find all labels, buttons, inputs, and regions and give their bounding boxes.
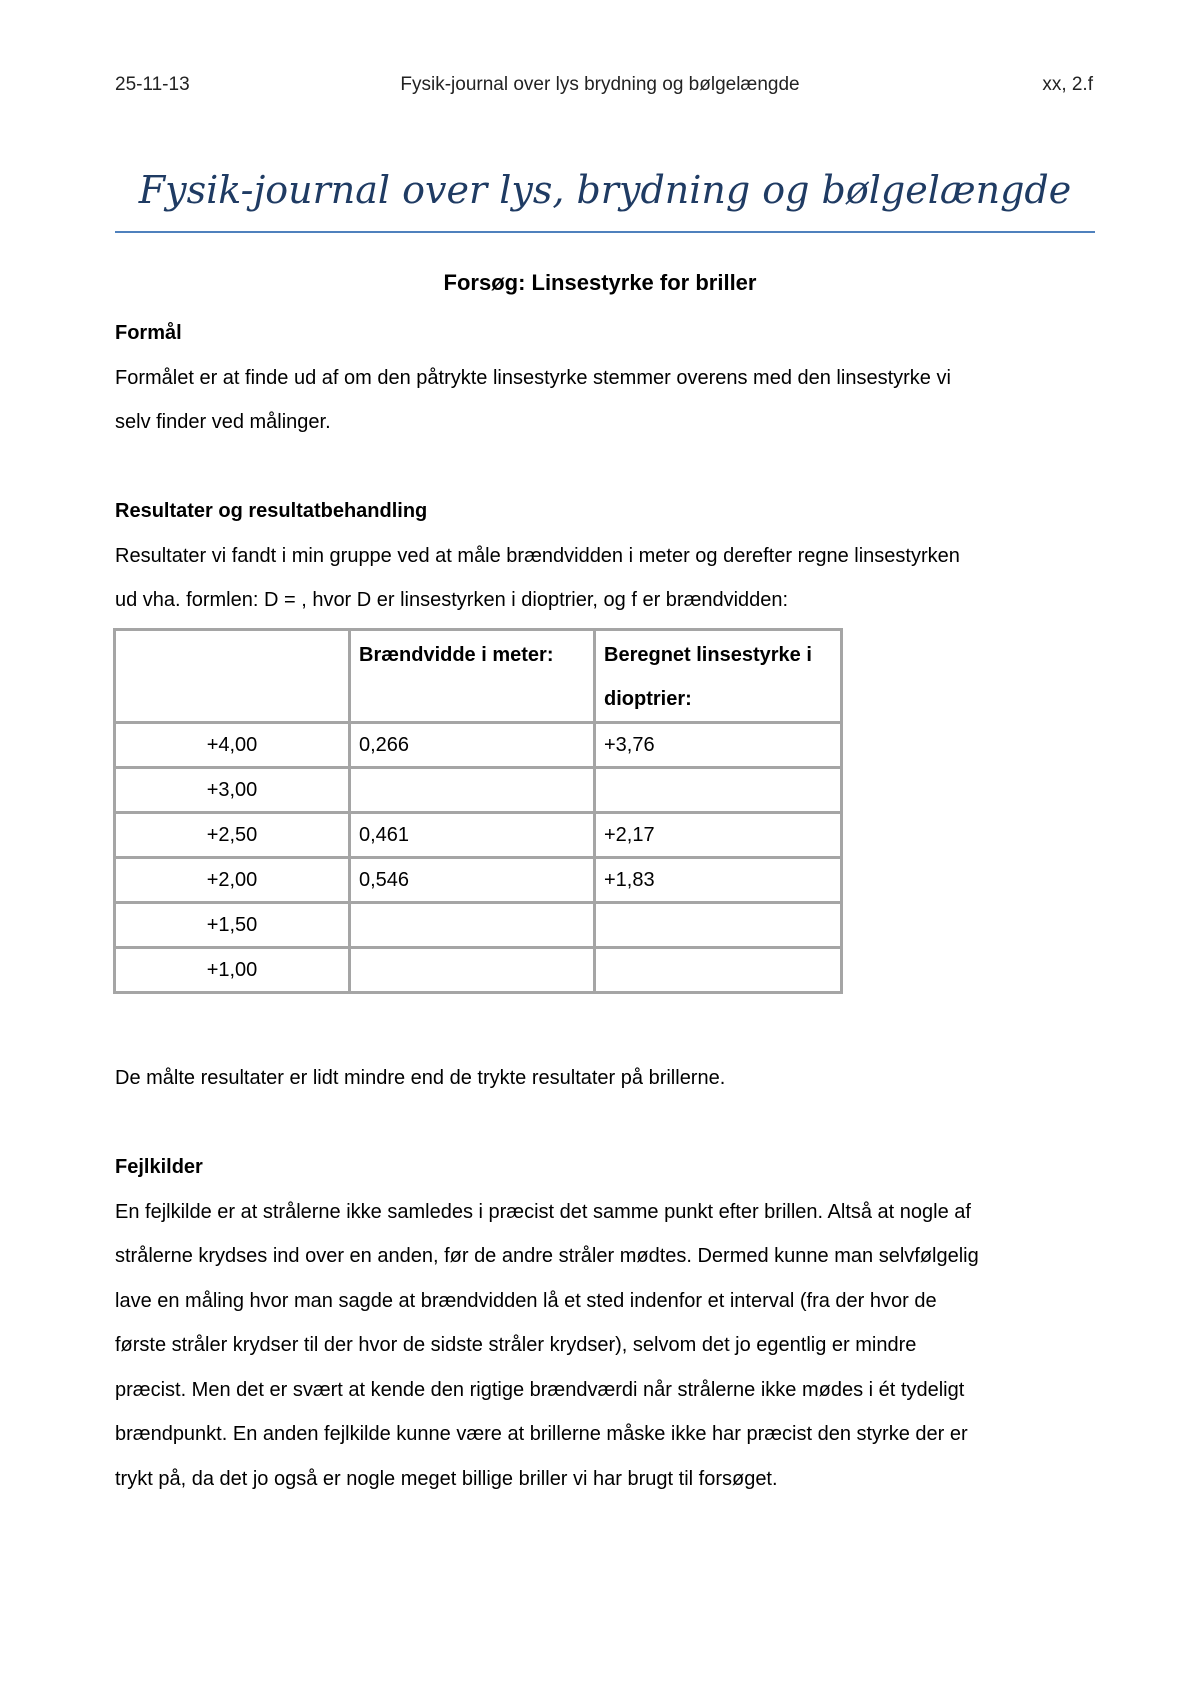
results-table <box>113 628 843 994</box>
table-header-text: Beregnet linsestyrke i <box>604 644 812 666</box>
purpose-text-line: selv finder ved målinger. <box>115 411 331 433</box>
table-row <box>115 768 842 813</box>
header-date: 25-11-13 <box>115 74 190 95</box>
printed-strength-cell: +1,00 <box>115 948 350 993</box>
purpose-text-line: Formålet er at finde ud af om den påtrykte linsestyrke stemmer overens med den linsestyrke vi <box>115 366 951 389</box>
table-header-cell <box>595 630 842 723</box>
purpose-heading: Formål <box>115 322 182 344</box>
computed-strength-cell <box>595 768 842 813</box>
table-header-cell <box>115 630 350 723</box>
table-row <box>115 723 842 768</box>
focal-length-cell <box>350 768 595 813</box>
printed-strength-cell: +1,50 <box>115 903 350 948</box>
printed-strength-cell: +4,00 <box>115 723 350 768</box>
conclusion-text: De målte resultater er lidt mindre end de trykte resultater på brillerne. <box>115 1067 726 1089</box>
table-row <box>115 903 842 948</box>
table-header-text: dioptrier: <box>604 688 692 710</box>
purpose-section <box>115 311 1095 445</box>
focal-length-cell: 0,461 <box>350 813 595 858</box>
focal-length-cell: 0,266 <box>350 723 595 768</box>
computed-strength-cell: +1,83 <box>595 858 842 903</box>
table-header-row <box>115 630 842 723</box>
errors-text-line: brændpunkt. En anden fejlkilde kunne være at brillerne måske ikke har præcist den styrke der er <box>115 1423 968 1445</box>
errors-text-line: trykt på, da det jo også er nogle meget billige briller vi har brugt til forsøget. <box>115 1467 778 1490</box>
errors-text-line: første stråler krydser til der hvor de sidste stråler krydser), selvom det jo egentlig er mindre <box>115 1334 917 1356</box>
errors-text-line: strålerne krydses ind over en anden, før de andre stråler mødtes. Dermed kunne man selvfølgelig <box>115 1245 979 1267</box>
table-row <box>115 858 842 903</box>
printed-strength-cell: +2,00 <box>115 858 350 903</box>
focal-length-cell: 0,546 <box>350 858 595 903</box>
errors-text-line: lave en måling hvor man sagde at brændvidden lå et sted indenfor et interval (fra der hvor de <box>115 1289 937 1312</box>
errors-section <box>115 1145 1095 1501</box>
results-heading: Resultater og resultatbehandling <box>115 500 428 522</box>
header-doc-title: Fysik-journal over lys brydning og bølgelængde <box>400 74 800 95</box>
computed-strength-cell: +2,17 <box>595 813 842 858</box>
printed-strength-cell: +3,00 <box>115 768 350 813</box>
focal-length-cell <box>350 948 595 993</box>
errors-text-line: præcist. Men det er svært at kende den rigtige brændværdi når strålerne ikke mødes i ét tydeligt <box>115 1378 965 1401</box>
experiment-subtitle: Forsøg: Linsestyrke for briller <box>443 270 757 295</box>
table-row <box>115 948 842 993</box>
results-section <box>115 489 1095 623</box>
header-author: xx, 2.f <box>1042 74 1093 95</box>
computed-strength-cell: +3,76 <box>595 723 842 768</box>
results-text-line: Resultater vi fandt i min gruppe ved at måle brændvidden i meter og derefter regne linsestyrken <box>115 544 960 567</box>
computed-strength-cell <box>595 948 842 993</box>
errors-heading: Fejlkilder <box>115 1156 203 1178</box>
title-underline <box>115 231 1095 233</box>
printed-strength-cell: +2,50 <box>115 813 350 858</box>
page-title: Fysik-journal over lys, brydning og bølgelængde <box>138 168 1072 212</box>
table-header-cell: Brændvidde i meter: <box>350 630 595 723</box>
focal-length-cell <box>350 903 595 948</box>
errors-text-line: En fejlkilde er at strålerne ikke samledes i præcist det samme punkt efter brillen. Altså at nogle af <box>115 1200 971 1223</box>
table-row <box>115 813 842 858</box>
results-text-line: ud vha. formlen: D = , hvor D er linsestyrken i dioptrier, og f er brændvidden: <box>115 589 789 611</box>
computed-strength-cell <box>595 903 842 948</box>
